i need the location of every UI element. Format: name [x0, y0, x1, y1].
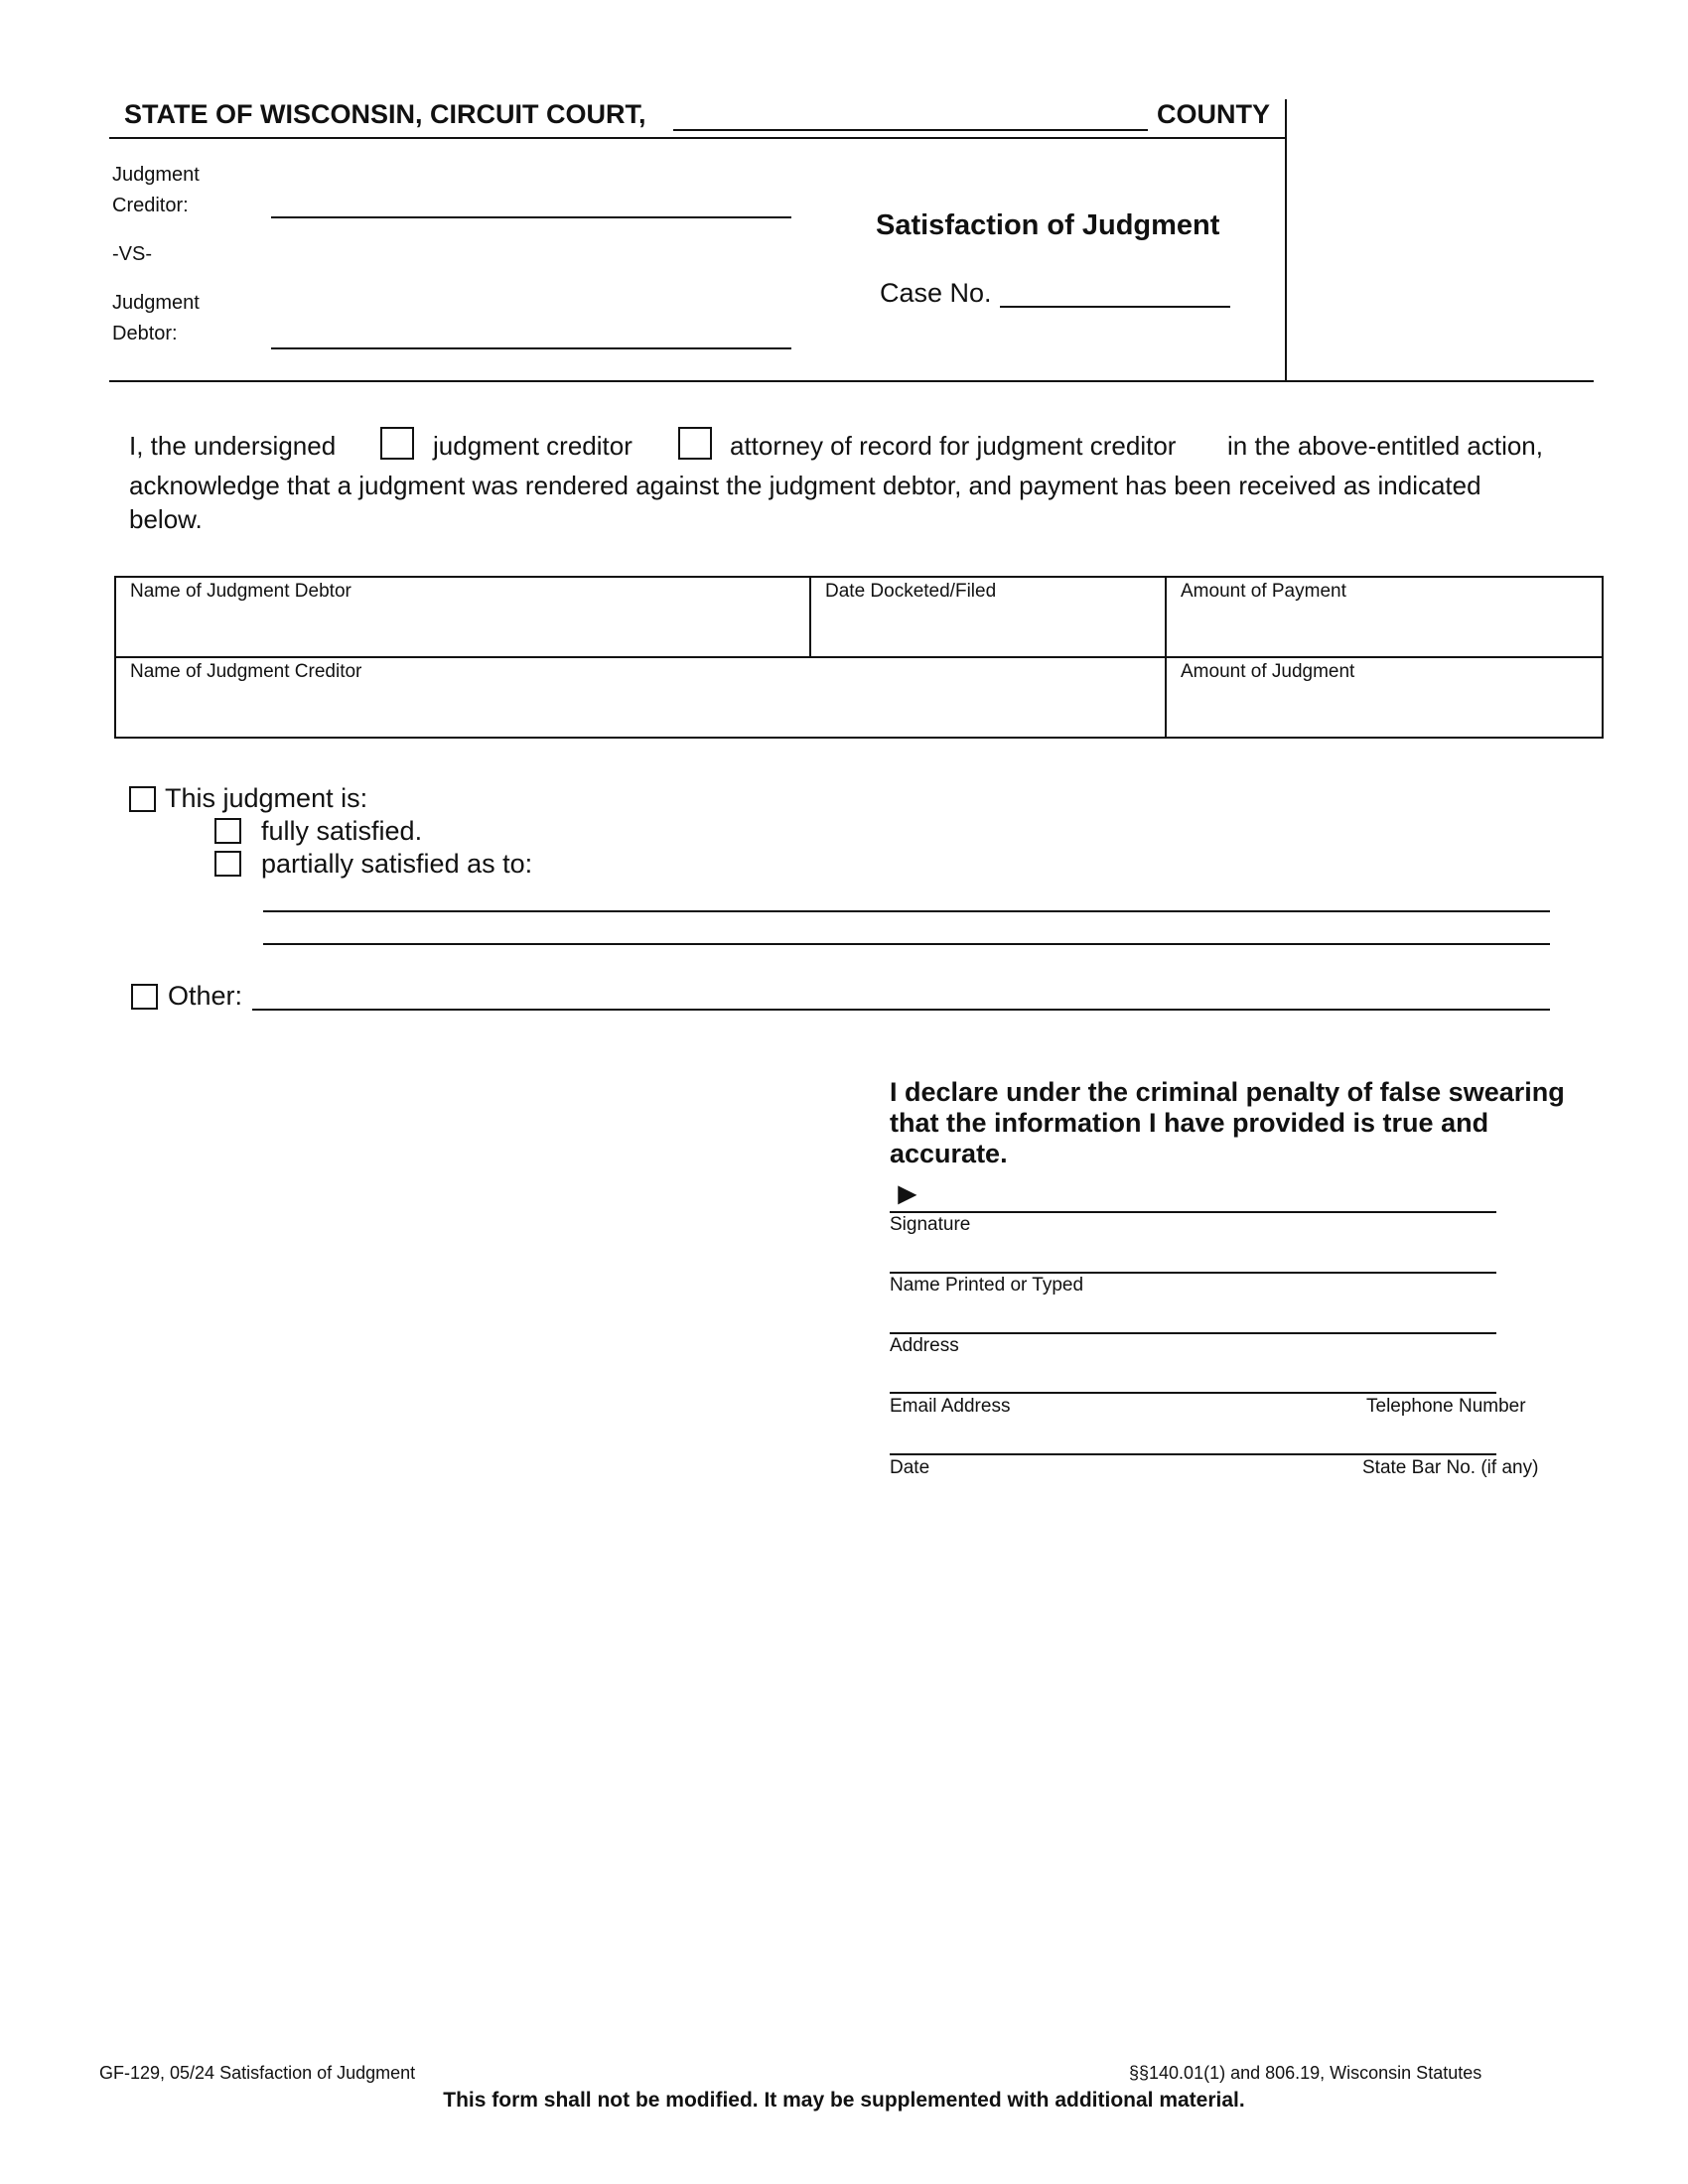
partially-satisfied-label: partially satisfied as to:: [261, 849, 533, 879]
amount-judgment-label: Amount of Judgment: [1181, 661, 1355, 682]
name-printed-label: Name Printed or Typed: [890, 1275, 1084, 1296]
county-field[interactable]: [673, 99, 1148, 131]
address-line[interactable]: [890, 1332, 1496, 1334]
this-judgment-label: This judgment is:: [165, 783, 368, 813]
partially-satisfied-checkbox[interactable]: [214, 851, 241, 877]
debtor-field[interactable]: [271, 320, 791, 349]
county-label: COUNTY: [1157, 99, 1270, 129]
fully-satisfied-checkbox[interactable]: [214, 818, 241, 844]
attorney-option: attorney of record for judgment creditor: [730, 431, 1177, 461]
other-label: Other:: [168, 981, 243, 1011]
undersigned-text: I, the undersigned: [129, 431, 337, 461]
debtor-name-label: Name of Judgment Debtor: [130, 581, 352, 602]
creditor-name-label: Name of Judgment Creditor: [130, 661, 362, 682]
date-docketed-cell[interactable]: [810, 577, 1166, 657]
signature-label: Signature: [890, 1214, 971, 1235]
creditor-name-cell[interactable]: [115, 657, 1166, 738]
date-label: Date: [890, 1457, 930, 1478]
partial-details-line-2[interactable]: [263, 943, 1550, 945]
case-no-field[interactable]: [1000, 278, 1230, 308]
address-label: Address: [890, 1335, 959, 1356]
date-docketed-label: Date Docketed/Filed: [825, 581, 997, 602]
amount-payment-cell[interactable]: [1166, 577, 1603, 657]
caption-right-rule: [1285, 99, 1287, 381]
other-checkbox[interactable]: [131, 984, 158, 1010]
debtor-name-cell[interactable]: [115, 577, 810, 657]
vs-label: -VS-: [112, 243, 152, 265]
caption-bottom-rule: [109, 380, 1594, 382]
amount-judgment-cell[interactable]: [1166, 657, 1603, 738]
arrow-icon: ►: [892, 1175, 923, 1211]
judgment-info-table: [114, 576, 1604, 739]
state-bar-label: State Bar No. (if any): [1362, 1457, 1539, 1478]
debtor-label: Judgment Debtor:: [112, 292, 200, 344]
signature-line[interactable]: [890, 1211, 1496, 1213]
form-title: Satisfaction of Judgment: [876, 209, 1220, 241]
modification-notice: This form shall not be modified. It may be supplemented with additional material.: [443, 2089, 1245, 2112]
judgment-creditor-option: judgment creditor: [433, 431, 633, 461]
other-details-line[interactable]: [252, 1009, 1550, 1011]
intro-line-2: acknowledge that a judgment was rendered against the judgment debtor, and payment has been received as indicated: [129, 471, 1481, 500]
form-id: GF-129, 05/24 Satisfaction of Judgment: [99, 2063, 416, 2083]
amount-payment-label: Amount of Payment: [1181, 581, 1346, 602]
intro-line-1-rest: in the above-entitled action,: [1227, 431, 1543, 461]
telephone-label: Telephone Number: [1366, 1396, 1526, 1417]
partial-details-line-1[interactable]: [263, 910, 1550, 912]
attorney-checkbox[interactable]: [678, 427, 712, 460]
judgment-creditor-checkbox[interactable]: [380, 427, 414, 460]
intro-line-1: [129, 431, 336, 462]
statutes-citation: §§140.01(1) and 806.19, Wisconsin Statutes: [1129, 2063, 1482, 2083]
caption-top-rule: [109, 137, 1287, 139]
fully-satisfied-label: fully satisfied.: [261, 816, 423, 846]
this-judgment-checkbox[interactable]: [129, 786, 156, 812]
court-heading: STATE OF WISCONSIN, CIRCUIT COURT,: [124, 99, 646, 129]
case-no-label: Case No.: [880, 278, 992, 308]
creditor-field[interactable]: [271, 189, 791, 218]
name-printed-line[interactable]: [890, 1272, 1496, 1274]
creditor-label: Judgment Creditor:: [112, 164, 200, 216]
intro-line-3: below.: [129, 504, 203, 534]
email-telephone-line[interactable]: [890, 1392, 1496, 1394]
date-bar-line[interactable]: [890, 1453, 1496, 1455]
declaration-text: I declare under the criminal penalty of false swearing that the information I have provided is true and accurate.: [890, 1077, 1565, 1168]
email-label: Email Address: [890, 1396, 1011, 1417]
